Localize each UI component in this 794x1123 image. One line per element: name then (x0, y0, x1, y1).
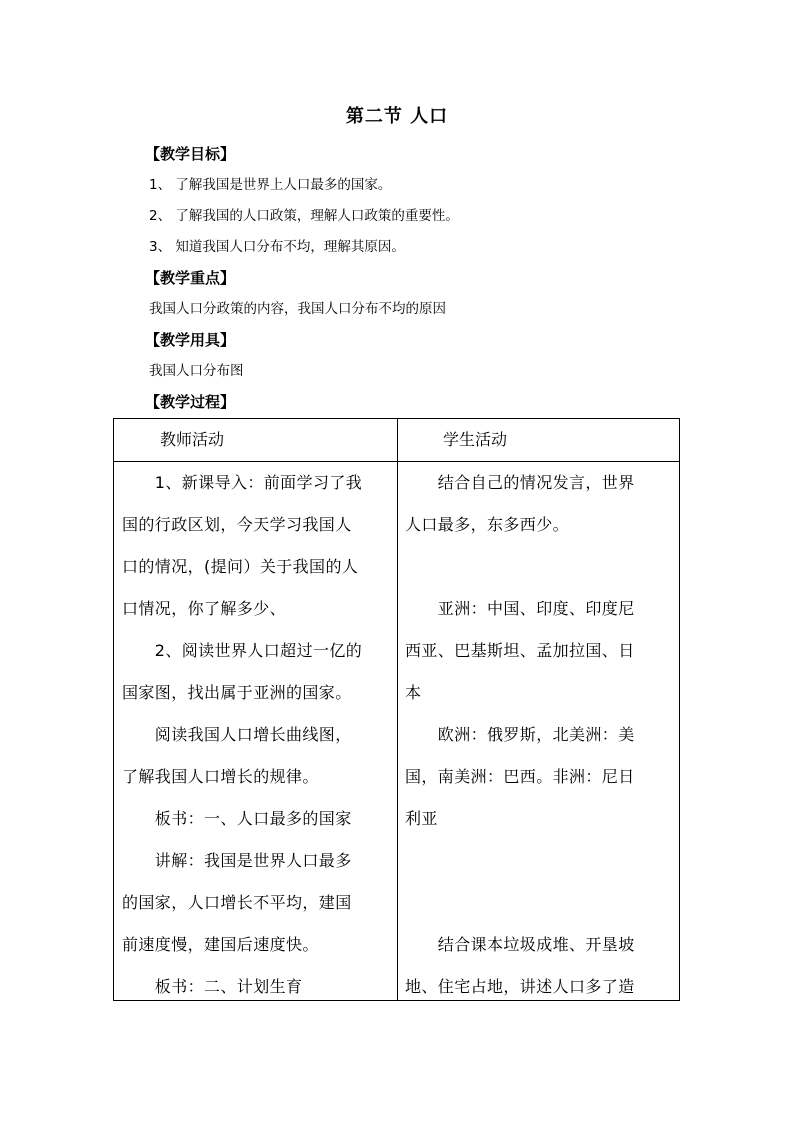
student-line (405, 546, 677, 588)
student-line: 亚洲：中国、印度、印度尼 (405, 599, 635, 618)
teacher-activity-header: 教师活动 (160, 430, 225, 449)
teacher-line: 的国家，人口增长不平均，建国 (122, 893, 352, 912)
student-line: 本 (405, 683, 422, 702)
teacher-line: 国的行政区划，今天学习我国人 (122, 515, 352, 534)
teacher-line: 2、阅读世界人口超过一亿的 (122, 641, 363, 660)
student-line: 利亚 (405, 809, 438, 828)
teacher-line: 国家图，找出属于亚洲的国家。 (122, 683, 352, 702)
process-heading: 【教学过程】 (145, 393, 236, 411)
objectives-heading: 【教学目标】 (145, 145, 236, 163)
tools-text: 我国人口分布图 (149, 363, 244, 379)
key-points-heading: 【教学重点】 (145, 269, 236, 287)
student-line: 西亚、巴基斯坦、孟加拉国、日 (405, 641, 635, 660)
student-line (405, 840, 677, 882)
tools-heading: 【教学用具】 (145, 331, 236, 349)
teacher-activity-cell (122, 462, 394, 1008)
student-line: 结合课本垃圾成堆、开垦坡 (405, 935, 635, 954)
objective-item-1: 1、 了解我国是世界上人口最多的国家。 (149, 177, 392, 193)
teacher-line: 了解我国人口增长的规律。 (122, 767, 319, 786)
teacher-line: 口的情况，(提问）关于我国的人 (122, 557, 359, 576)
student-line: 人口最多，东多西少。 (405, 515, 570, 534)
teacher-line: 口情况，你了解多少、 (122, 599, 287, 618)
student-line (405, 882, 677, 924)
teacher-line: 1、新课导入：前面学习了我 (122, 473, 363, 492)
student-activity-cell (405, 462, 677, 1008)
teacher-line: 板书：一、人口最多的国家 (122, 809, 352, 828)
page-title: 第二节 人口 (345, 106, 449, 127)
teaching-process-table (113, 418, 680, 1001)
student-line: 结合自己的情况发言，世界 (405, 473, 635, 492)
column-divider (397, 419, 398, 1000)
key-points-text: 我国人口分政策的内容，我国人口分布不均的原因 (149, 301, 446, 317)
teacher-line: 前速度慢，建国后速度快。 (122, 935, 319, 954)
objective-item-2: 2、 了解我国的人口政策，理解人口政策的重要性。 (149, 208, 459, 224)
teacher-line: 阅读我国人口增长曲线图， (122, 725, 352, 744)
teacher-line: 讲解：我国是世界人口最多 (122, 851, 352, 870)
student-line: 国，南美洲：巴西。非洲：尼日 (405, 767, 635, 786)
student-activity-header: 学生活动 (443, 430, 508, 449)
student-line: 欧洲：俄罗斯，北美洲：美 (405, 725, 635, 744)
teacher-line: 板书：二、计划生育 (122, 977, 303, 996)
objective-item-3: 3、 知道我国人口分布不均，理解其原因。 (149, 239, 405, 255)
student-line: 地、住宅占地，讲述人口多了造 (405, 977, 635, 996)
